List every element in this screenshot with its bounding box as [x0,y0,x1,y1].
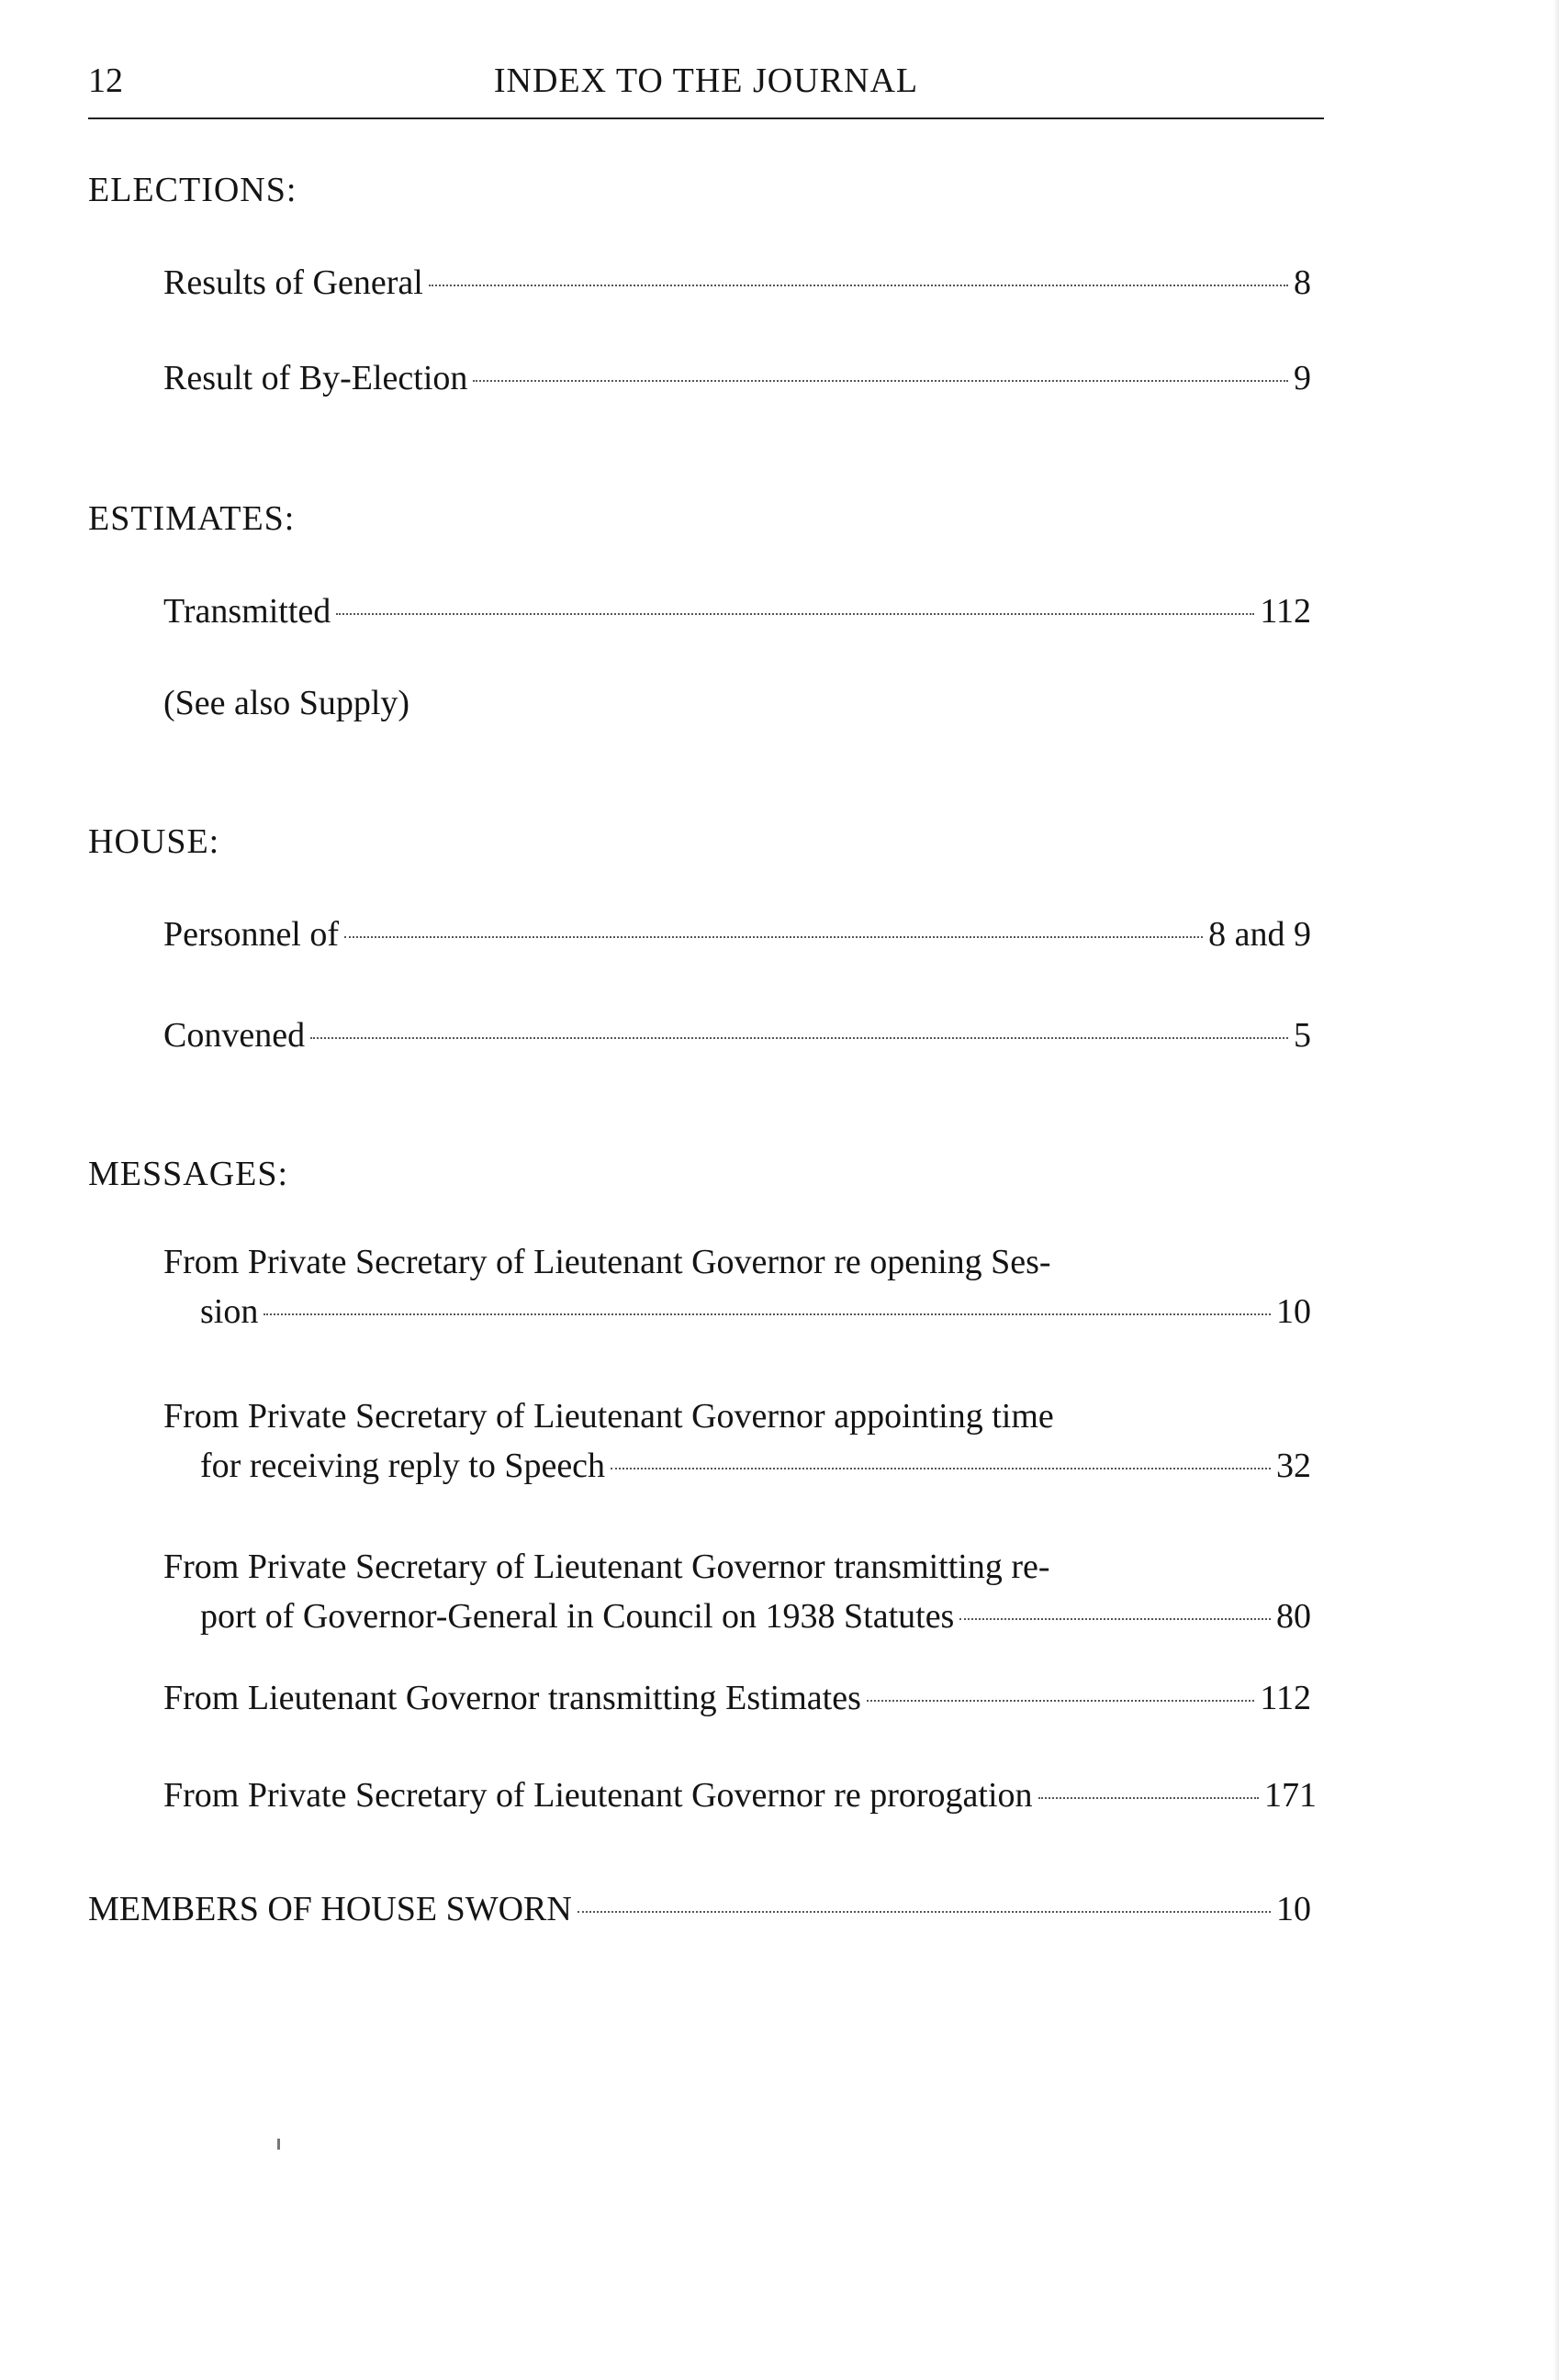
dot-leader [578,1911,1271,1913]
index-entry-results-of-general [163,259,1311,307]
entry-continuation [163,1592,1311,1641]
entry-label: Result of By-Election [163,359,468,397]
entry-label-line-2: sion [200,1292,259,1331]
section-heading-house: HOUSE: [88,822,220,861]
index-entry-transmitted [163,587,1311,635]
entry-label-line-2: for receiving reply to Speech [200,1447,606,1485]
section-heading-messages: MESSAGES: [88,1155,289,1193]
entry-page-ref: 10 [1276,1292,1311,1331]
entry-label-line-1: From Private Secretary of Lieutenant Governor appointing time [163,1397,1054,1436]
stray-ink-mark [277,2139,280,2150]
index-entry-message-estimates [163,1674,1311,1722]
index-entry-result-of-by-election [163,354,1311,402]
index-entry-convened [163,1011,1311,1059]
dot-leader [473,380,1288,382]
entry-page-ref: 80 [1276,1597,1311,1636]
dot-leader [264,1313,1271,1315]
dot-leader [344,936,1203,938]
dot-leader [867,1700,1255,1702]
index-entry-message-opening-session [163,1237,1311,1336]
running-title: INDEX TO THE JOURNAL [493,61,919,100]
entry-label: Personnel of [163,915,340,954]
header-rule [88,117,1324,119]
index-entry-members-of-house-sworn [88,1885,1311,1933]
dot-leader [429,285,1288,286]
entry-label-line-1: From Private Secretary of Lieutenant Governor re opening Ses- [163,1243,1051,1281]
cross-reference-note: (See also Supply) [163,684,410,722]
dot-leader [611,1468,1271,1469]
dot-leader [1038,1797,1259,1799]
dot-leader [959,1618,1271,1620]
entry-label: Results of General [163,263,423,302]
dot-leader [310,1037,1288,1039]
index-entry-message-reply-to-speech [163,1391,1311,1491]
index-entry-message-1938-statutes [163,1542,1311,1641]
index-entry-personnel-of [163,911,1311,958]
entry-page-ref: 171 [1264,1776,1317,1815]
entry-label: MEMBERS OF HOUSE SWORN [88,1890,572,1928]
section-heading-estimates: ESTIMATES: [88,499,296,538]
entry-label: From Private Secretary of Lieutenant Governor re prorogation [163,1776,1033,1815]
page-number: 12 [88,61,123,100]
page-header [88,53,1324,108]
index-entry-message-prorogation [163,1771,1317,1819]
entry-label-line-2: port of Governor-General in Council on 1938 Statutes [200,1597,955,1636]
entry-page-ref: 32 [1276,1447,1311,1485]
dot-leader [336,613,1254,615]
entry-page-ref: 8 and 9 [1208,915,1311,954]
entry-page-ref: 9 [1294,359,1311,397]
entry-label: From Lieutenant Governor transmitting Estimates [163,1679,861,1717]
page-edge-shadow [1553,0,1559,2380]
entry-page-ref: 112 [1260,592,1311,631]
entry-page-ref: 112 [1260,1679,1311,1717]
entry-continuation [163,1287,1311,1336]
entry-label: Transmitted [163,592,331,631]
entry-page-ref: 8 [1294,263,1311,302]
entry-label-line-1: From Private Secretary of Lieutenant Governor transmitting re- [163,1548,1050,1586]
section-heading-elections: ELECTIONS: [88,171,297,209]
entry-page-ref: 5 [1294,1016,1311,1055]
entry-page-ref: 10 [1276,1890,1311,1928]
entry-continuation [163,1441,1311,1491]
entry-label: Convened [163,1016,306,1055]
